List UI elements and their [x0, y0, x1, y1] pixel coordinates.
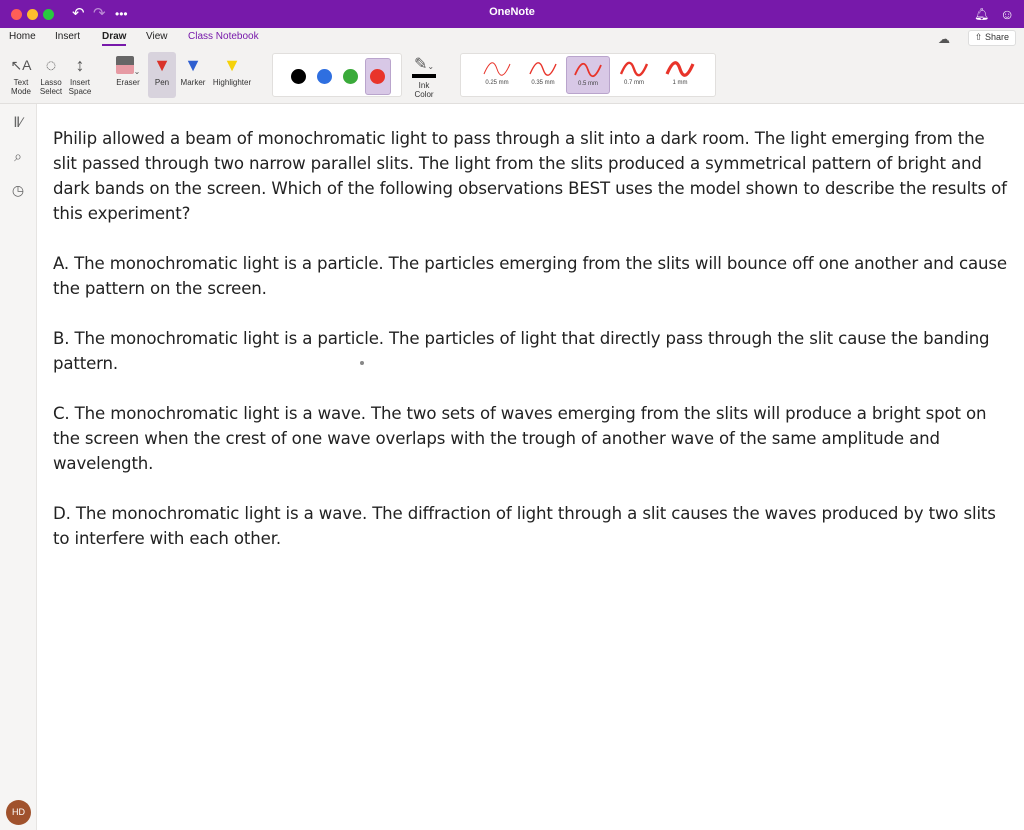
more-options-icon[interactable]: ••• — [115, 7, 128, 21]
lasso-select-icon: ◌ — [45, 55, 57, 75]
pen-label: Pen — [154, 78, 170, 87]
width-option-0-25mm[interactable] — [475, 56, 519, 94]
pen-width-panel — [460, 53, 716, 97]
app-title: OneNote — [489, 6, 535, 18]
lasso-select-button[interactable] — [36, 52, 66, 96]
title-bar — [0, 0, 1024, 28]
draw-ribbon — [0, 48, 1024, 104]
width-label: 1 mm — [672, 80, 688, 86]
navigation-rail — [0, 104, 37, 830]
pen-icon: ▼ — [153, 55, 171, 75]
color-swatch-red[interactable] — [370, 69, 385, 84]
width-option-0-7mm[interactable] — [612, 56, 656, 94]
tab-view[interactable]: View — [146, 31, 168, 42]
sync-status-icon[interactable]: ☁︎ — [938, 32, 950, 46]
color-swatch-blue[interactable] — [317, 69, 332, 84]
tab-draw[interactable]: Draw — [102, 31, 127, 42]
option-c: C. The monochromatic light is a wave. The two sets of waves emerging from the slits will produce a bright spot on the screen when the crest of one wave overlaps with the trough of another wave of the same amplitude and wavelength. — [53, 404, 987, 473]
marker-icon: ▼ — [184, 55, 202, 75]
tab-home[interactable]: Home — [9, 31, 36, 42]
text-mode-label: Text Mode — [10, 78, 31, 96]
question-text: Philip allowed a beam of monochromatic light to pass through a slit into a dark room. The light emerging from the slit passed through two narrow parallel slits. The light from the slits produced a symmetrical pattern of bright and dark bands on the screen. Which of the following observations BEST uses the model shown to describe the results of this experiment? — [53, 129, 1007, 223]
width-label: 0.5 mm — [577, 81, 598, 87]
option-a: A. The monochromatic light is a particle. The particles emerging from the slits will bounce off one another and cause the pattern on the screen. — [53, 254, 1007, 298]
insert-space-icon: ↕ — [75, 55, 85, 75]
width-label: 0.35 mm — [531, 80, 555, 86]
feedback-smiley-icon[interactable]: ☺ — [1000, 6, 1015, 22]
text-mode-button[interactable] — [6, 52, 36, 96]
color-swatch-black[interactable] — [291, 69, 306, 84]
highlighter-button[interactable] — [209, 52, 255, 87]
pen-color-palette — [272, 53, 402, 97]
marker-button[interactable] — [178, 52, 208, 87]
recent-notes-icon[interactable]: ◷ — [11, 182, 25, 198]
width-label: 0.25 mm — [485, 80, 509, 86]
width-option-0-5mm[interactable] — [566, 56, 610, 94]
ribbon-tabs — [0, 28, 1024, 48]
pen-button[interactable] — [148, 52, 176, 98]
width-label: 0.7 mm — [623, 80, 644, 86]
insert-space-label: Insert Space — [68, 78, 92, 96]
share-button[interactable] — [968, 30, 1016, 46]
avatar[interactable]: HD — [6, 800, 31, 825]
highlighter-label: Highlighter — [212, 78, 252, 87]
option-b: B. The monochromatic light is a particle. The particles of light that directly pass through the slit cause the banding pattern. — [53, 329, 990, 373]
lasso-select-label: Lasso Select — [39, 78, 63, 96]
option-d: D. The monochromatic light is a wave. The diffraction of light through a slit causes the waves produced by two slits to interfere with each other. — [53, 504, 996, 548]
note-page[interactable] — [53, 126, 1013, 576]
width-option-0-35mm[interactable] — [521, 56, 565, 94]
width-option-1mm[interactable] — [658, 56, 702, 94]
highlighter-icon: ▼ — [223, 55, 241, 75]
ink-color-icon: ✎⌄ — [413, 56, 435, 73]
tab-class-notebook[interactable]: Class Notebook — [188, 31, 259, 42]
undo-icon[interactable]: ↶ — [72, 5, 85, 22]
ink-color-button[interactable] — [406, 52, 442, 99]
text-mode-icon: ↖A — [10, 57, 32, 73]
notebooks-icon[interactable]: Ⅱ∕ — [13, 114, 23, 130]
share-label: Share — [984, 32, 1009, 42]
search-icon[interactable]: ⌕ — [14, 148, 22, 164]
redo-icon[interactable]: ↷ — [93, 5, 106, 22]
eraser-button[interactable] — [108, 52, 148, 87]
ink-dot — [360, 361, 364, 365]
insert-space-button[interactable] — [65, 52, 95, 96]
share-icon: ⇧ — [974, 32, 985, 42]
tab-insert[interactable]: Insert — [55, 31, 81, 42]
eraser-icon: ⌄ — [108, 52, 148, 78]
ink-color-label: Ink Color — [414, 81, 434, 99]
marker-label: Marker — [180, 78, 206, 87]
notification-bell-icon[interactable]: 🔔︎ — [974, 7, 990, 21]
color-swatch-green[interactable] — [343, 69, 358, 84]
eraser-label: Eraser — [116, 78, 140, 87]
